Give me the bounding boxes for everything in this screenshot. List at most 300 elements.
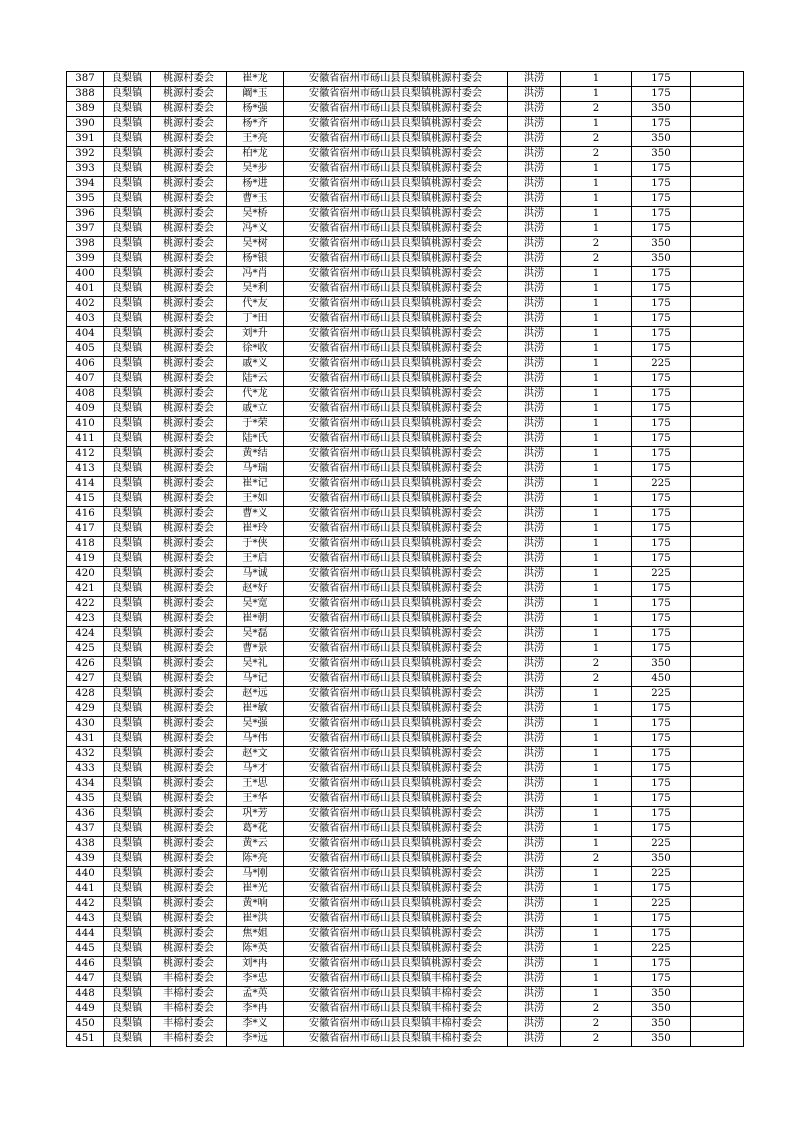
count-cell: 1 [561, 342, 632, 357]
remark-cell [691, 297, 744, 312]
remark-cell [691, 897, 744, 912]
town-cell: 良梨镇 [104, 1002, 151, 1017]
village-cell: 桃源村委会 [151, 942, 227, 957]
town-cell: 良梨镇 [104, 612, 151, 627]
name-cell: 柏*龙 [227, 147, 284, 162]
index-cell: 389 [67, 102, 104, 117]
table-row [67, 462, 744, 477]
address-cell: 安徽省宿州市砀山县良梨镇丰棉村委会 [284, 972, 508, 987]
table-row [67, 342, 744, 357]
index-cell: 433 [67, 762, 104, 777]
address-cell: 安徽省宿州市砀山县良梨镇桃源村委会 [284, 867, 508, 882]
name-cell: 赵*好 [227, 582, 284, 597]
village-cell: 桃源村委会 [151, 747, 227, 762]
address-cell: 安徽省宿州市砀山县良梨镇桃源村委会 [284, 177, 508, 192]
table-row [67, 492, 744, 507]
count-cell: 1 [561, 477, 632, 492]
town-cell: 良梨镇 [104, 507, 151, 522]
table-row [67, 1002, 744, 1017]
remark-cell [691, 492, 744, 507]
count-cell: 1 [561, 597, 632, 612]
name-cell: 崔*朝 [227, 612, 284, 627]
address-cell: 安徽省宿州市砀山县良梨镇桃源村委会 [284, 402, 508, 417]
disaster-type-cell: 洪涝 [508, 612, 561, 627]
disaster-type-cell: 洪涝 [508, 147, 561, 162]
table-row [67, 747, 744, 762]
count-cell: 1 [561, 642, 632, 657]
town-cell: 良梨镇 [104, 417, 151, 432]
count-cell: 1 [561, 507, 632, 522]
address-cell: 安徽省宿州市砀山县良梨镇桃源村委会 [284, 477, 508, 492]
name-cell: 杨*齐 [227, 117, 284, 132]
index-cell: 402 [67, 297, 104, 312]
disaster-type-cell: 洪涝 [508, 657, 561, 672]
remark-cell [691, 957, 744, 972]
amount-cell: 175 [632, 387, 691, 402]
town-cell: 良梨镇 [104, 207, 151, 222]
disaster-type-cell: 洪涝 [508, 627, 561, 642]
amount-cell: 175 [632, 582, 691, 597]
remark-cell [691, 582, 744, 597]
index-cell: 387 [67, 72, 104, 87]
disaster-type-cell: 洪涝 [508, 732, 561, 747]
name-cell: 杨*银 [227, 252, 284, 267]
name-cell: 崔*玲 [227, 522, 284, 537]
count-cell: 1 [561, 297, 632, 312]
name-cell: 代*友 [227, 297, 284, 312]
count-cell: 1 [561, 882, 632, 897]
count-cell: 1 [561, 567, 632, 582]
amount-cell: 175 [632, 597, 691, 612]
name-cell: 陆*云 [227, 372, 284, 387]
count-cell: 1 [561, 312, 632, 327]
count-cell: 1 [561, 447, 632, 462]
remark-cell [691, 942, 744, 957]
count-cell: 1 [561, 402, 632, 417]
amount-cell: 175 [632, 72, 691, 87]
table-row [67, 867, 744, 882]
village-cell: 桃源村委会 [151, 282, 227, 297]
remark-cell [691, 237, 744, 252]
count-cell: 1 [561, 117, 632, 132]
town-cell: 良梨镇 [104, 357, 151, 372]
remark-cell [691, 717, 744, 732]
town-cell: 良梨镇 [104, 642, 151, 657]
amount-cell: 175 [632, 627, 691, 642]
remark-cell [691, 177, 744, 192]
index-cell: 395 [67, 192, 104, 207]
table-row [67, 732, 744, 747]
count-cell: 1 [561, 492, 632, 507]
amount-cell: 350 [632, 252, 691, 267]
village-cell: 桃源村委会 [151, 642, 227, 657]
index-cell: 403 [67, 312, 104, 327]
count-cell: 1 [561, 522, 632, 537]
address-cell: 安徽省宿州市砀山县良梨镇桃源村委会 [284, 612, 508, 627]
village-cell: 桃源村委会 [151, 297, 227, 312]
remark-cell [691, 612, 744, 627]
address-cell: 安徽省宿州市砀山县良梨镇桃源村委会 [284, 462, 508, 477]
count-cell: 1 [561, 192, 632, 207]
disaster-type-cell: 洪涝 [508, 987, 561, 1002]
index-cell: 440 [67, 867, 104, 882]
village-cell: 桃源村委会 [151, 132, 227, 147]
village-cell: 桃源村委会 [151, 117, 227, 132]
name-cell: 马*诚 [227, 567, 284, 582]
disaster-type-cell: 洪涝 [508, 882, 561, 897]
town-cell: 良梨镇 [104, 807, 151, 822]
amount-cell: 175 [632, 162, 691, 177]
village-cell: 桃源村委会 [151, 522, 227, 537]
disaster-type-cell: 洪涝 [508, 522, 561, 537]
name-cell: 刘*升 [227, 327, 284, 342]
table-row [67, 582, 744, 597]
table-row [67, 177, 744, 192]
name-cell: 曹*玉 [227, 192, 284, 207]
name-cell: 刘*冉 [227, 957, 284, 972]
town-cell: 良梨镇 [104, 282, 151, 297]
amount-cell: 175 [632, 927, 691, 942]
amount-cell: 175 [632, 207, 691, 222]
town-cell: 良梨镇 [104, 852, 151, 867]
disaster-type-cell: 洪涝 [508, 402, 561, 417]
town-cell: 良梨镇 [104, 552, 151, 567]
town-cell: 良梨镇 [104, 942, 151, 957]
count-cell: 1 [561, 732, 632, 747]
address-cell: 安徽省宿州市砀山县良梨镇桃源村委会 [284, 312, 508, 327]
remark-cell [691, 822, 744, 837]
disaster-type-cell: 洪涝 [508, 747, 561, 762]
index-cell: 401 [67, 282, 104, 297]
address-cell: 安徽省宿州市砀山县良梨镇丰棉村委会 [284, 987, 508, 1002]
remark-cell [691, 1002, 744, 1017]
index-cell: 393 [67, 162, 104, 177]
town-cell: 良梨镇 [104, 867, 151, 882]
address-cell: 安徽省宿州市砀山县良梨镇桃源村委会 [284, 492, 508, 507]
count-cell: 1 [561, 432, 632, 447]
index-cell: 425 [67, 642, 104, 657]
town-cell: 良梨镇 [104, 342, 151, 357]
count-cell: 1 [561, 627, 632, 642]
disaster-type-cell: 洪涝 [508, 1032, 561, 1047]
village-cell: 桃源村委会 [151, 882, 227, 897]
village-cell: 桃源村委会 [151, 462, 227, 477]
amount-cell: 175 [632, 372, 691, 387]
count-cell: 1 [561, 987, 632, 1002]
village-cell: 桃源村委会 [151, 492, 227, 507]
disaster-type-cell: 洪涝 [508, 72, 561, 87]
name-cell: 戚*立 [227, 402, 284, 417]
town-cell: 良梨镇 [104, 177, 151, 192]
town-cell: 良梨镇 [104, 1032, 151, 1047]
village-cell: 桃源村委会 [151, 702, 227, 717]
table-row [67, 192, 744, 207]
disaster-type-cell: 洪涝 [508, 642, 561, 657]
name-cell: 曹*义 [227, 507, 284, 522]
village-cell: 桃源村委会 [151, 387, 227, 402]
index-cell: 406 [67, 357, 104, 372]
address-cell: 安徽省宿州市砀山县良梨镇桃源村委会 [284, 882, 508, 897]
amount-cell: 175 [632, 642, 691, 657]
disaster-type-cell: 洪涝 [508, 672, 561, 687]
table-row [67, 72, 744, 87]
town-cell: 良梨镇 [104, 777, 151, 792]
address-cell: 安徽省宿州市砀山县良梨镇桃源村委会 [284, 342, 508, 357]
index-cell: 417 [67, 522, 104, 537]
index-cell: 428 [67, 687, 104, 702]
name-cell: 崔*洪 [227, 912, 284, 927]
town-cell: 良梨镇 [104, 732, 151, 747]
address-cell: 安徽省宿州市砀山县良梨镇桃源村委会 [284, 762, 508, 777]
remark-cell [691, 207, 744, 222]
remark-cell [691, 552, 744, 567]
name-cell: 马*伟 [227, 732, 284, 747]
count-cell: 1 [561, 747, 632, 762]
town-cell: 良梨镇 [104, 657, 151, 672]
name-cell: 曹*景 [227, 642, 284, 657]
disaster-type-cell: 洪涝 [508, 252, 561, 267]
index-cell: 399 [67, 252, 104, 267]
table-row [67, 372, 744, 387]
disaster-type-cell: 洪涝 [508, 852, 561, 867]
index-cell: 451 [67, 1032, 104, 1047]
town-cell: 良梨镇 [104, 222, 151, 237]
village-cell: 桃源村委会 [151, 432, 227, 447]
village-cell: 桃源村委会 [151, 402, 227, 417]
table-row [67, 402, 744, 417]
disaster-type-cell: 洪涝 [508, 207, 561, 222]
disaster-type-cell: 洪涝 [508, 567, 561, 582]
name-cell: 马*刚 [227, 867, 284, 882]
town-cell: 良梨镇 [104, 972, 151, 987]
remark-cell [691, 792, 744, 807]
town-cell: 良梨镇 [104, 432, 151, 447]
amount-cell: 175 [632, 432, 691, 447]
disaster-type-cell: 洪涝 [508, 582, 561, 597]
index-cell: 413 [67, 462, 104, 477]
name-cell: 黄*云 [227, 837, 284, 852]
name-cell: 于*荣 [227, 417, 284, 432]
index-cell: 434 [67, 777, 104, 792]
village-cell: 桃源村委会 [151, 312, 227, 327]
amount-cell: 350 [632, 237, 691, 252]
name-cell: 杨*强 [227, 102, 284, 117]
village-cell: 桃源村委会 [151, 147, 227, 162]
count-cell: 1 [561, 822, 632, 837]
amount-cell: 175 [632, 282, 691, 297]
village-cell: 桃源村委会 [151, 567, 227, 582]
address-cell: 安徽省宿州市砀山县良梨镇桃源村委会 [284, 132, 508, 147]
village-cell: 桃源村委会 [151, 552, 227, 567]
table-row [67, 807, 744, 822]
count-cell: 1 [561, 267, 632, 282]
address-cell: 安徽省宿州市砀山县良梨镇桃源村委会 [284, 387, 508, 402]
count-cell: 2 [561, 1002, 632, 1017]
index-cell: 412 [67, 447, 104, 462]
remark-cell [691, 687, 744, 702]
address-cell: 安徽省宿州市砀山县良梨镇桃源村委会 [284, 507, 508, 522]
town-cell: 良梨镇 [104, 162, 151, 177]
remark-cell [691, 747, 744, 762]
disaster-type-cell: 洪涝 [508, 387, 561, 402]
disaster-type-cell: 洪涝 [508, 942, 561, 957]
count-cell: 2 [561, 672, 632, 687]
remark-cell [691, 762, 744, 777]
disaster-type-cell: 洪涝 [508, 822, 561, 837]
village-cell: 桃源村委会 [151, 87, 227, 102]
town-cell: 良梨镇 [104, 567, 151, 582]
address-cell: 安徽省宿州市砀山县良梨镇桃源村委会 [284, 102, 508, 117]
table-row [67, 102, 744, 117]
table-row [67, 432, 744, 447]
village-cell: 桃源村委会 [151, 372, 227, 387]
address-cell: 安徽省宿州市砀山县良梨镇桃源村委会 [284, 852, 508, 867]
disaster-type-cell: 洪涝 [508, 837, 561, 852]
name-cell: 吴*利 [227, 282, 284, 297]
village-cell: 桃源村委会 [151, 822, 227, 837]
table-row [67, 672, 744, 687]
name-cell: 孟*英 [227, 987, 284, 1002]
count-cell: 2 [561, 1017, 632, 1032]
table-row [67, 552, 744, 567]
index-cell: 437 [67, 822, 104, 837]
remark-cell [691, 927, 744, 942]
remark-cell [691, 642, 744, 657]
village-cell: 桃源村委会 [151, 342, 227, 357]
name-cell: 徐*收 [227, 342, 284, 357]
table-row [67, 942, 744, 957]
village-cell: 桃源村委会 [151, 777, 227, 792]
town-cell: 良梨镇 [104, 237, 151, 252]
count-cell: 1 [561, 327, 632, 342]
table-row [67, 1032, 744, 1047]
index-cell: 419 [67, 552, 104, 567]
amount-cell: 450 [632, 672, 691, 687]
name-cell: 焦*姐 [227, 927, 284, 942]
remark-cell [691, 522, 744, 537]
town-cell: 良梨镇 [104, 72, 151, 87]
amount-cell: 350 [632, 1002, 691, 1017]
table-row [67, 357, 744, 372]
amount-cell: 175 [632, 492, 691, 507]
count-cell: 1 [561, 717, 632, 732]
remark-cell [691, 672, 744, 687]
remark-cell [691, 627, 744, 642]
remark-cell [691, 312, 744, 327]
name-cell: 冯*义 [227, 222, 284, 237]
address-cell: 安徽省宿州市砀山县良梨镇桃源村委会 [284, 537, 508, 552]
table-row [67, 627, 744, 642]
amount-cell: 175 [632, 762, 691, 777]
table-row [67, 537, 744, 552]
index-cell: 444 [67, 927, 104, 942]
address-cell: 安徽省宿州市砀山县良梨镇桃源村委会 [284, 147, 508, 162]
count-cell: 2 [561, 147, 632, 162]
amount-cell: 225 [632, 867, 691, 882]
name-cell: 代*龙 [227, 387, 284, 402]
town-cell: 良梨镇 [104, 522, 151, 537]
table-row [67, 612, 744, 627]
name-cell: 马*瑞 [227, 462, 284, 477]
count-cell: 1 [561, 777, 632, 792]
count-cell: 1 [561, 927, 632, 942]
amount-cell: 175 [632, 972, 691, 987]
table-row [67, 777, 744, 792]
index-cell: 432 [67, 747, 104, 762]
table-row [67, 387, 744, 402]
index-cell: 407 [67, 372, 104, 387]
address-cell: 安徽省宿州市砀山县良梨镇桃源村委会 [284, 267, 508, 282]
amount-cell: 350 [632, 102, 691, 117]
count-cell: 1 [561, 897, 632, 912]
remark-cell [691, 867, 744, 882]
count-cell: 1 [561, 972, 632, 987]
remark-cell [691, 882, 744, 897]
amount-cell: 175 [632, 327, 691, 342]
remark-cell [691, 417, 744, 432]
town-cell: 良梨镇 [104, 597, 151, 612]
disaster-type-cell: 洪涝 [508, 717, 561, 732]
disaster-type-cell: 洪涝 [508, 102, 561, 117]
table-row [67, 1017, 744, 1032]
count-cell: 2 [561, 132, 632, 147]
amount-cell: 175 [632, 117, 691, 132]
address-cell: 安徽省宿州市砀山县良梨镇桃源村委会 [284, 192, 508, 207]
relief-table [66, 71, 744, 1047]
amount-cell: 175 [632, 717, 691, 732]
address-cell: 安徽省宿州市砀山县良梨镇桃源村委会 [284, 372, 508, 387]
amount-cell: 175 [632, 312, 691, 327]
count-cell: 1 [561, 912, 632, 927]
count-cell: 1 [561, 792, 632, 807]
count-cell: 2 [561, 657, 632, 672]
index-cell: 418 [67, 537, 104, 552]
index-cell: 441 [67, 882, 104, 897]
amount-cell: 350 [632, 987, 691, 1002]
name-cell: 巩*芳 [227, 807, 284, 822]
name-cell: 葛*花 [227, 822, 284, 837]
disaster-type-cell: 洪涝 [508, 237, 561, 252]
address-cell: 安徽省宿州市砀山县良梨镇桃源村委会 [284, 447, 508, 462]
village-cell: 桃源村委会 [151, 717, 227, 732]
town-cell: 良梨镇 [104, 702, 151, 717]
disaster-type-cell: 洪涝 [508, 132, 561, 147]
disaster-type-cell: 洪涝 [508, 972, 561, 987]
remark-cell [691, 162, 744, 177]
village-cell: 桃源村委会 [151, 447, 227, 462]
amount-cell: 175 [632, 402, 691, 417]
remark-cell [691, 357, 744, 372]
village-cell: 桃源村委会 [151, 477, 227, 492]
disaster-type-cell: 洪涝 [508, 777, 561, 792]
disaster-type-cell: 洪涝 [508, 477, 561, 492]
name-cell: 王*华 [227, 792, 284, 807]
disaster-type-cell: 洪涝 [508, 312, 561, 327]
remark-cell [691, 327, 744, 342]
amount-cell: 175 [632, 417, 691, 432]
count-cell: 1 [561, 387, 632, 402]
town-cell: 良梨镇 [104, 762, 151, 777]
town-cell: 良梨镇 [104, 462, 151, 477]
index-cell: 447 [67, 972, 104, 987]
village-cell: 桃源村委会 [151, 792, 227, 807]
table-row [67, 927, 744, 942]
remark-cell [691, 912, 744, 927]
table-row [67, 327, 744, 342]
address-cell: 安徽省宿州市砀山县良梨镇桃源村委会 [284, 87, 508, 102]
index-cell: 438 [67, 837, 104, 852]
disaster-type-cell: 洪涝 [508, 1017, 561, 1032]
